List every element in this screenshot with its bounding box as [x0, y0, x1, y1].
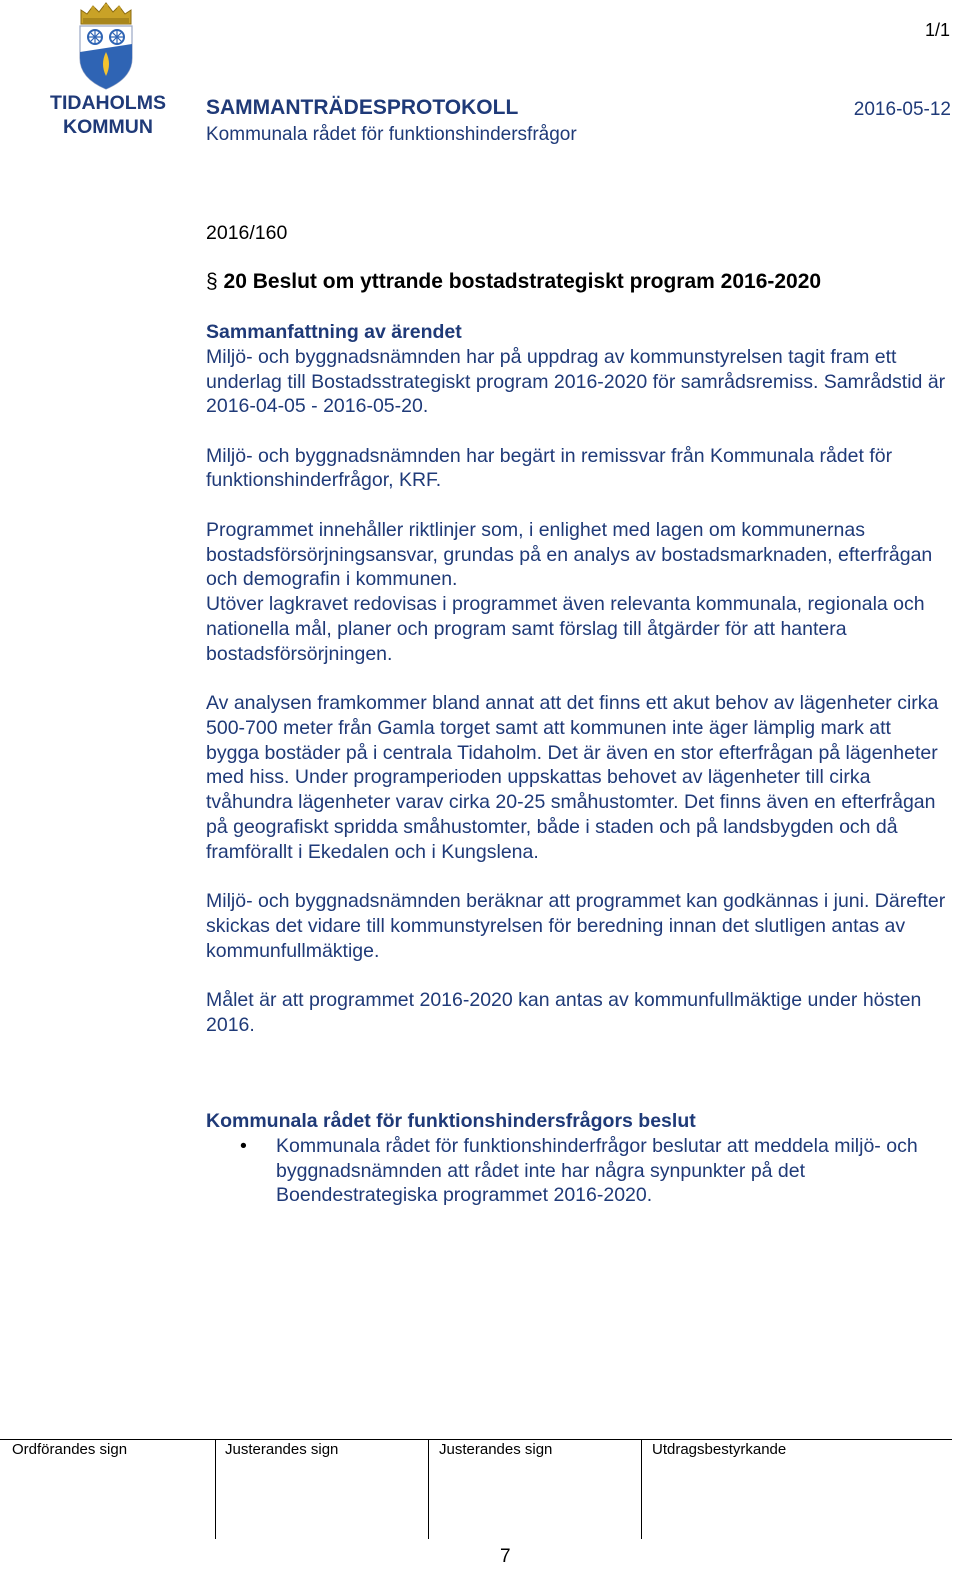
- decision-heading: Kommunala rådet för funktionshindersfrågors beslut: [206, 1110, 696, 1132]
- decision-item-text: Kommunala rådet för funktionshinderfrågor beslutar att meddela miljö- och byggnadsnämnden att rådet inte har några synpunkter på det Boendestrategiska programmet 2016-2020.: [276, 1134, 918, 1207]
- summary-heading: Sammanfattning av ärendet: [206, 321, 462, 343]
- summary-paragraph: Utöver lagkravet redovisas i programmet även relevanta kommunala, regionala och nationella mål, planer och program samt förslag till åtgärder för att hantera bostadsförsörjningen.: [206, 593, 925, 665]
- summary-paragraph: Miljö- och byggnadsnämnden har begärt in remissvar från Kommunala rådet för funktionshinderfrågor, KRF.: [206, 444, 893, 492]
- signature-divider: [0, 1439, 952, 1440]
- section-title: 20 Beslut om yttrande bostadstrategiskt program 2016-2020: [223, 270, 822, 293]
- summary-paragraph: Av analysen framkommer bland annat att det finns ett akut behov av lägenheter cirka 500-700 meter från Gamla torget samt att kommunen inte äger lämplig mark att bygga bostäder på i centrala Tidaholm. Det är även en stor efterfrågan på lägenheter med hiss. Under programperioden uppskattas behovet av lägenheter till cirka tvåhundra lägenheter varav cirka 20-25 småhustomter. Det finns även en efterfrågan på geografiskt spridda småhustomter, både i staden och på landsbygden och då framförallt i Ekedalen och i Kungslena.: [206, 692, 939, 863]
- signature-separator: [428, 1439, 429, 1539]
- summary-paragraph: Målet är att programmet 2016-2020 kan antas av kommunfullmäktige under hösten 2016.: [206, 989, 922, 1036]
- document-title: SAMMANTRÄDESPROTOKOLL: [206, 96, 519, 119]
- decision-section: [206, 1109, 946, 1208]
- signature-label-adjuster1: Justerandes sign: [225, 1441, 339, 1458]
- signature-label-certifier: Utdragsbestyrkande: [652, 1441, 787, 1458]
- summary-paragraph: Miljö- och byggnadsnämnden har på uppdrag av kommunstyrelsen tagit fram ett underlag till Bostadsstrategiskt program 2016-2020 för samrådsremiss. Samrådstid är 2016-04-05 - 2016-05-20.: [206, 345, 946, 418]
- decision-list: [206, 1134, 946, 1208]
- signature-label-chair: Ordförandes sign: [12, 1441, 128, 1458]
- case-number: 2016/160: [206, 222, 288, 244]
- section-symbol: §: [206, 270, 218, 293]
- summary-section: [206, 320, 946, 1038]
- signature-separator: [641, 1439, 642, 1539]
- logo-text-line2: KOMMUN: [63, 116, 153, 138]
- page-number: 1/1: [924, 20, 950, 40]
- document-subtitle: Kommunala rådet för funktionshindersfrågor: [206, 124, 577, 145]
- document-date: 2016-05-12: [853, 99, 951, 120]
- signature-separator: [215, 1439, 216, 1539]
- summary-paragraph: Miljö- och byggnadsnämnden beräknar att programmet kan godkännas i juni. Därefter skickas det vidare till kommunstyrelsen för beredning innan det slutligen antas av kommunfullmäktige.: [206, 890, 946, 962]
- footer-page-number: 7: [500, 1546, 511, 1567]
- paragraph-heading: [206, 270, 821, 294]
- logo-text-line1: TIDAHOLMS: [50, 92, 166, 114]
- decision-item: [206, 1134, 946, 1208]
- signature-label-adjuster2: Justerandes sign: [439, 1441, 553, 1458]
- municipal-crest-logo: [75, 2, 137, 90]
- bullet-icon: •: [240, 1134, 247, 1157]
- summary-paragraph: Programmet innehåller riktlinjer som, i enlighet med lagen om kommunernas bostadsförsörjningsansvar, grundas på en analys av bostadsmarknaden, efterfrågan och demografin i kommunen.: [206, 518, 933, 591]
